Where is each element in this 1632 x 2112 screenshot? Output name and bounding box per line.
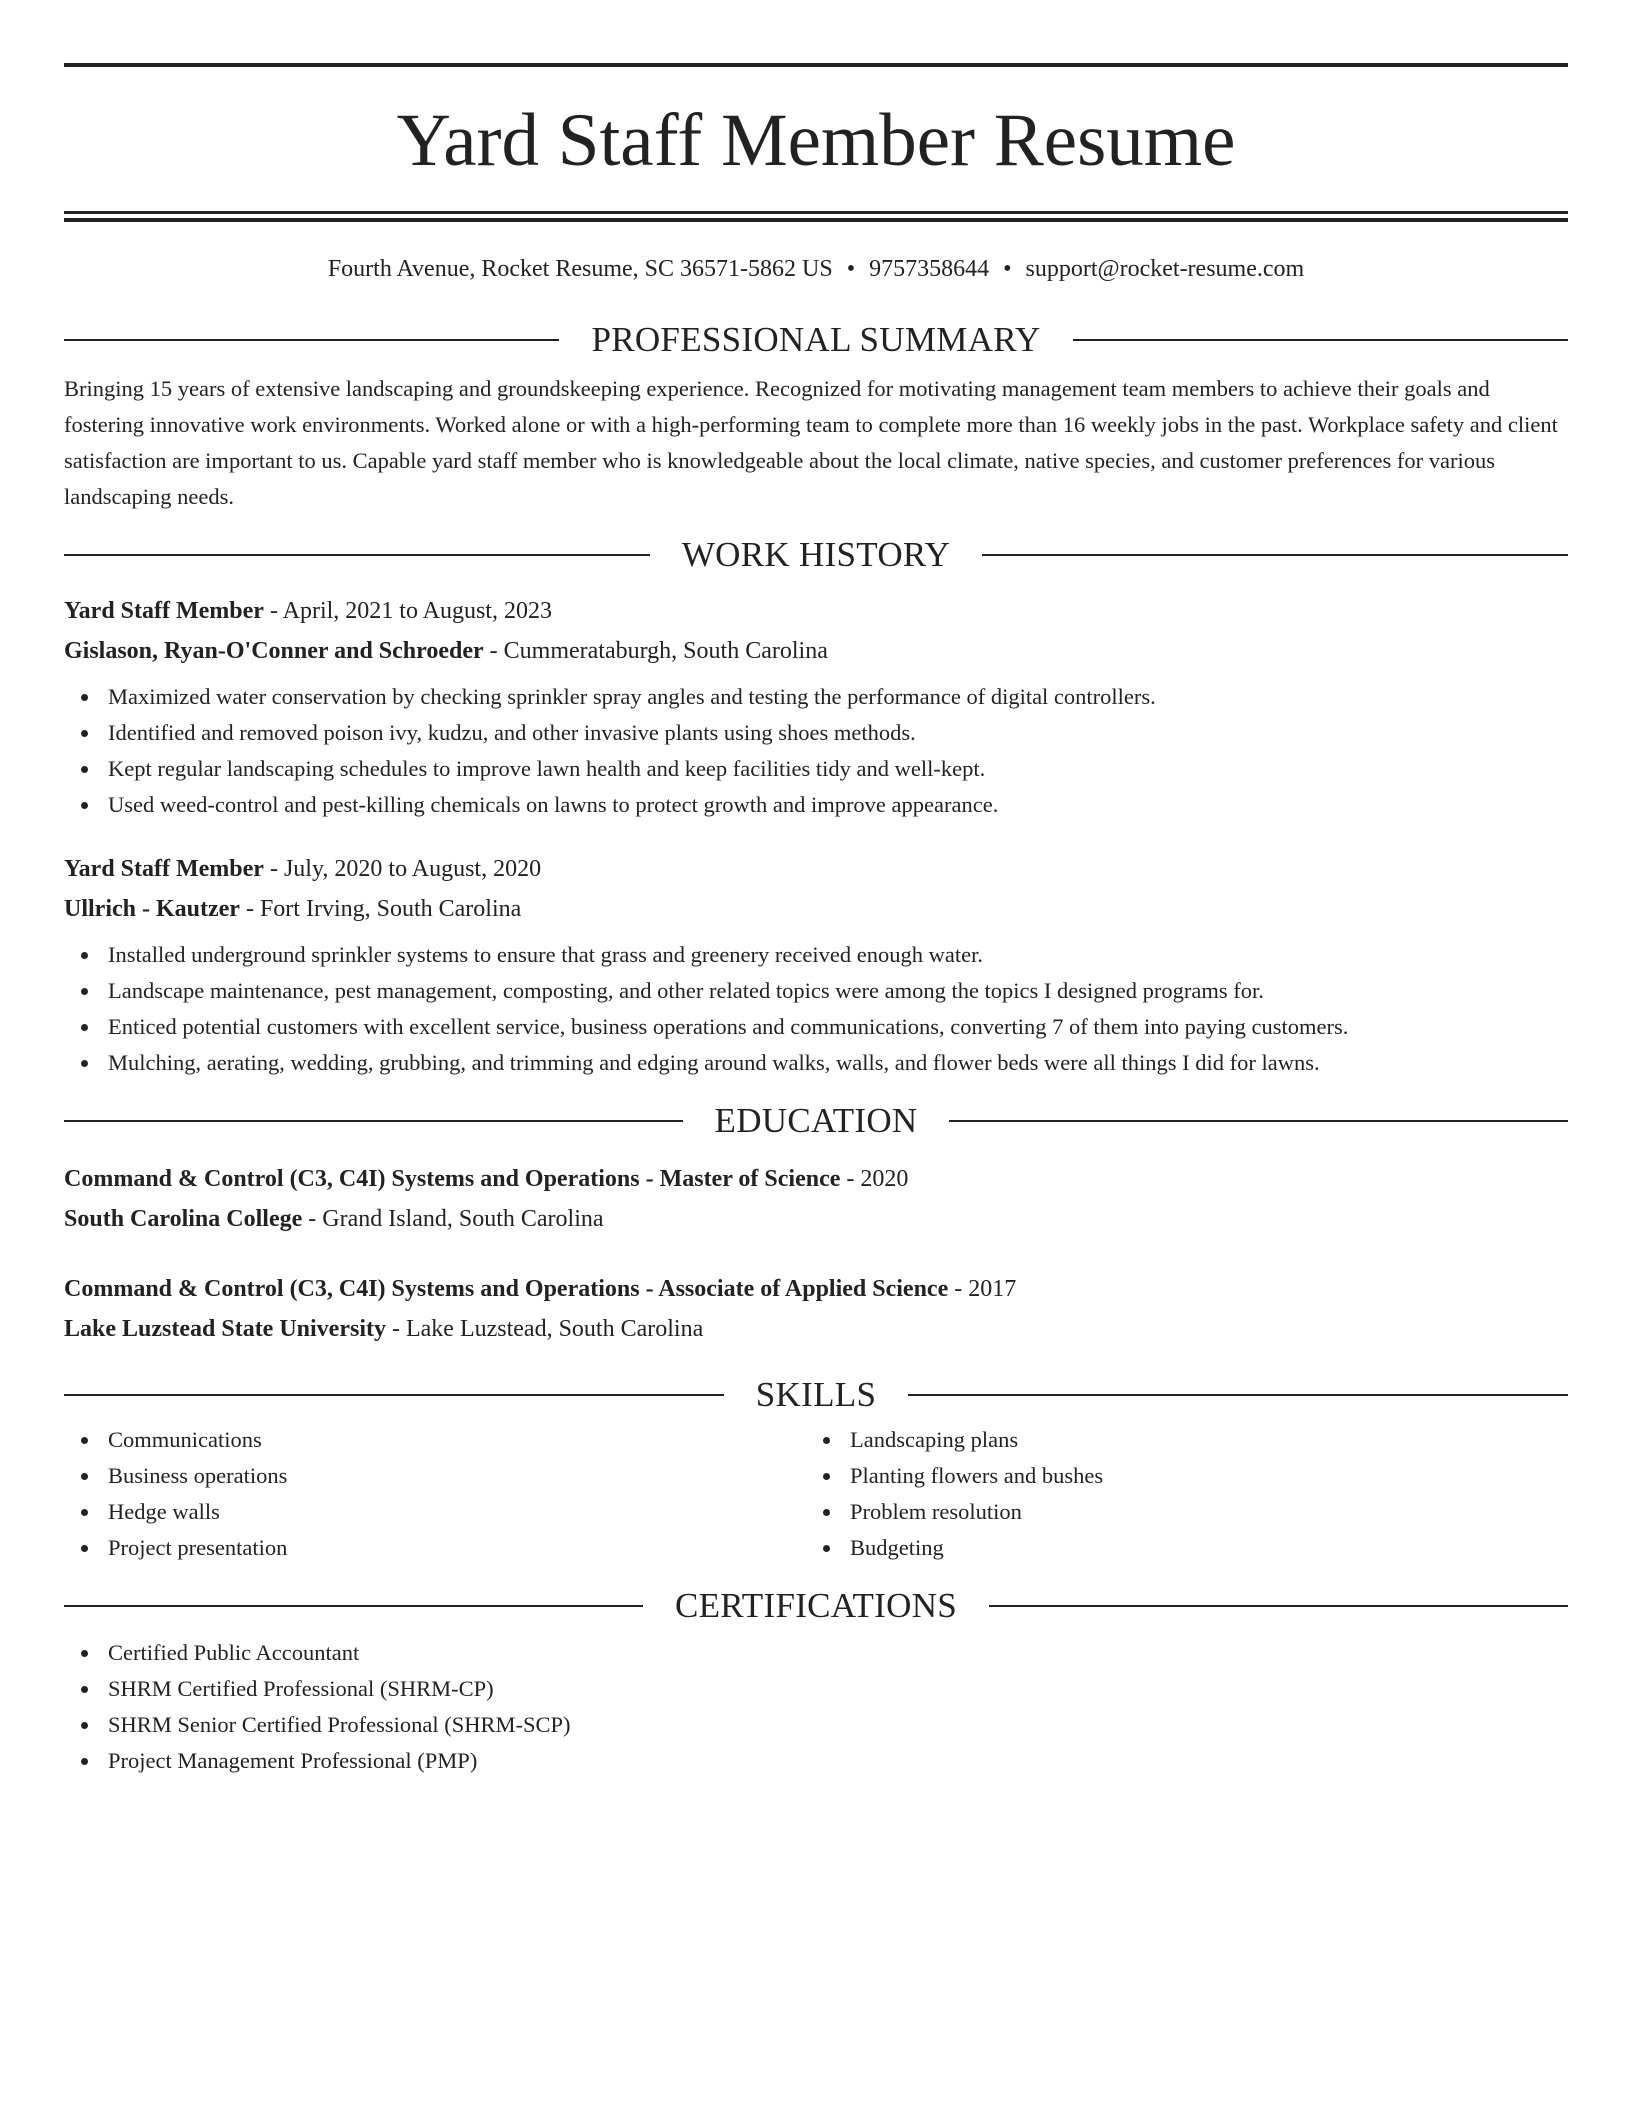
job-dates: - April, 2021 to August, 2023 xyxy=(263,598,552,624)
job-employer-line xyxy=(64,897,1568,921)
list-item: Enticed potential customers with excellent service, business operations and communications, converting 7 of them into paying customers. xyxy=(64,1009,1568,1045)
contact-phone: 9757358644 xyxy=(869,256,990,282)
divider-line xyxy=(64,1394,724,1396)
list-item: Planting flowers and bushes xyxy=(806,1458,1548,1494)
job-location: - Fort Irving, South Carolina xyxy=(239,896,522,922)
list-item: Mulching, aerating, wedding, grubbing, and trimming and edging around walks, walls, and flower beds were all things I did for lawns. xyxy=(64,1045,1568,1081)
list-item: Project presentation xyxy=(64,1530,806,1566)
list-item: Communications xyxy=(64,1422,806,1458)
certifications-list xyxy=(64,1635,1568,1779)
contact-separator: • xyxy=(846,256,856,282)
title-double-rule xyxy=(64,211,1568,222)
contact-address: Fourth Avenue, Rocket Resume, SC 36571-5862 US xyxy=(327,256,833,282)
list-item: Budgeting xyxy=(806,1530,1548,1566)
job-title-line xyxy=(64,857,1568,881)
job-entry xyxy=(64,857,1568,1081)
skills-grid xyxy=(64,1422,1568,1566)
list-item: Kept regular landscaping schedules to improve lawn health and keep facilities tidy and well-kept. xyxy=(64,751,1568,787)
job-entry xyxy=(64,599,1568,823)
job-dates: - July, 2020 to August, 2020 xyxy=(263,856,542,882)
skills-list-right xyxy=(806,1422,1548,1566)
school-location: - Lake Luzstead, South Carolina xyxy=(385,1316,704,1342)
section-title-work-history: WORK HISTORY xyxy=(681,535,951,574)
degree-line xyxy=(64,1277,1568,1301)
school-line xyxy=(64,1317,1568,1341)
divider-line xyxy=(989,1605,1568,1607)
job-location: - Cummerataburgh, South Carolina xyxy=(483,638,828,664)
job-duties-list xyxy=(64,679,1568,823)
degree-line xyxy=(64,1167,1568,1191)
degree-name: Command & Control (C3, C4I) Systems and Operations - Master of Science xyxy=(64,1166,841,1192)
top-rule xyxy=(64,63,1568,67)
section-title-certifications: CERTIFICATIONS xyxy=(674,1586,958,1625)
list-item: Problem resolution xyxy=(806,1494,1548,1530)
list-item: SHRM Senior Certified Professional (SHRM-SCP) xyxy=(64,1707,1568,1743)
divider-line xyxy=(64,339,559,341)
degree-name: Command & Control (C3, C4I) Systems and Operations - Associate of Applied Science xyxy=(64,1276,949,1302)
degree-year: - 2017 xyxy=(948,1276,1017,1302)
section-header-skills xyxy=(64,1377,1568,1412)
divider-line xyxy=(982,554,1568,556)
list-item: Landscaping plans xyxy=(806,1422,1548,1458)
job-title: Yard Staff Member xyxy=(64,856,264,882)
education-entry xyxy=(64,1277,1568,1341)
school-name: Lake Luzstead State University xyxy=(64,1316,386,1342)
education-entry xyxy=(64,1167,1568,1231)
contact-separator: • xyxy=(1003,256,1012,282)
divider-line xyxy=(949,1120,1568,1122)
resume-page xyxy=(64,63,1568,1779)
section-header-summary xyxy=(64,322,1568,357)
job-employer: Ullrich - Kautzer xyxy=(64,896,240,922)
list-item: Maximized water conservation by checking sprinkler spray angles and testing the performance of digital controllers. xyxy=(64,679,1568,715)
contact-email: support@rocket-resume.com xyxy=(1025,256,1305,282)
list-item: Project Management Professional (PMP) xyxy=(64,1743,1568,1779)
list-item: Identified and removed poison ivy, kudzu, and other invasive plants using shoes methods. xyxy=(64,715,1568,751)
school-name: South Carolina College xyxy=(64,1206,303,1232)
degree-year: - 2020 xyxy=(840,1166,909,1192)
school-location: - Grand Island, South Carolina xyxy=(302,1206,604,1232)
summary-text: Bringing 15 years of extensive landscaping and groundskeeping experience. Recognized for motivating management team members to achieve their goals and fostering innovative work environments. Worked alone or with a high-performing team to complete more than 16 weekly jobs in the past. Workplace safety and client satisfaction are important to us. Capable yard staff member who is knowledgeable about the local climate, native species, and customer preferences for various landscaping needs. xyxy=(64,376,1558,509)
contact-line xyxy=(64,257,1568,281)
list-item: Installed underground sprinkler systems to ensure that grass and greenery received enough water. xyxy=(64,937,1568,973)
school-line xyxy=(64,1207,1568,1231)
list-item: SHRM Certified Professional (SHRM-CP) xyxy=(64,1671,1568,1707)
list-item: Certified Public Accountant xyxy=(64,1635,1568,1671)
job-title-line xyxy=(64,599,1568,623)
list-item: Landscape maintenance, pest management, composting, and other related topics were among the topics I designed programs for. xyxy=(64,973,1568,1009)
section-header-education xyxy=(64,1103,1568,1138)
job-title: Yard Staff Member xyxy=(64,598,264,624)
section-title-education: EDUCATION xyxy=(714,1101,918,1140)
job-duties-list xyxy=(64,937,1568,1081)
section-header-work-history xyxy=(64,537,1568,572)
divider-line xyxy=(1073,339,1568,341)
section-title-skills: SKILLS xyxy=(755,1375,877,1414)
list-item: Used weed-control and pest-killing chemicals on lawns to protect growth and improve appearance. xyxy=(64,787,1568,823)
list-item: Hedge walls xyxy=(64,1494,806,1530)
job-employer: Gislason, Ryan-O'Conner and Schroeder xyxy=(64,638,484,664)
divider-line xyxy=(64,1120,683,1122)
skills-list-left xyxy=(64,1422,806,1566)
divider-line xyxy=(64,554,650,556)
resume-title: Yard Staff Member Resume xyxy=(396,99,1236,182)
job-employer-line xyxy=(64,639,1568,663)
section-header-certifications xyxy=(64,1588,1568,1623)
section-title-summary: PROFESSIONAL SUMMARY xyxy=(591,320,1041,359)
divider-line xyxy=(908,1394,1568,1396)
list-item: Business operations xyxy=(64,1458,806,1494)
divider-line xyxy=(64,1605,643,1607)
